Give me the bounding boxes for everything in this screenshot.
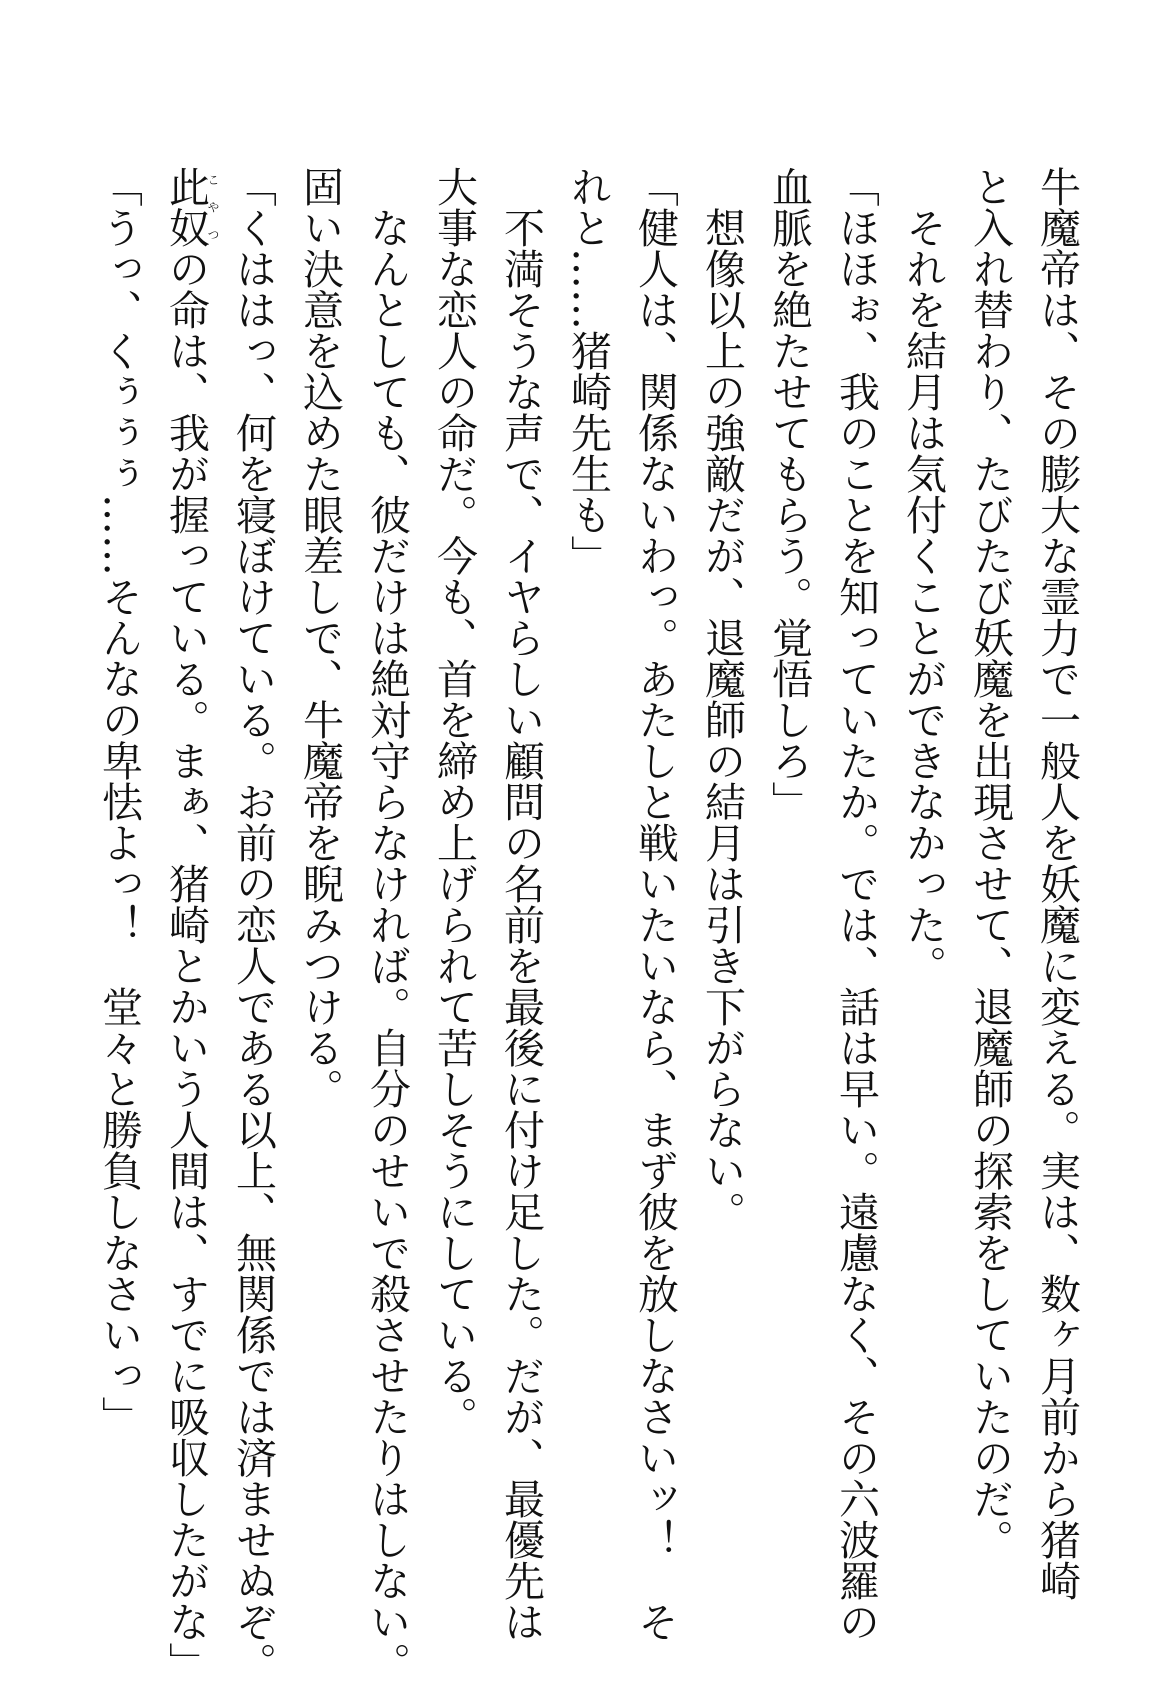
text-line: 不満そうな声で、イヤらしい顧問の名前を最後に付け足した。だが、最優先は — [497, 166, 545, 1642]
ruby-base: 此奴 — [162, 166, 210, 248]
ruby-reading: こやつ — [206, 166, 220, 248]
text-line: 血脈を絶たせてもらう。覚悟しろ」 — [765, 166, 813, 822]
text-line: 「うっ、くぅぅぅ……そんなの卑怯よっ！ 堂々と勝負しなさいっ」 — [95, 166, 143, 1437]
text-line: 「くははっ、何を寝ぼけている。お前の恋人である以上、無関係では済ませぬぞ。 — [229, 166, 277, 1683]
text-line: 大事な恋人の命だ。今も、首を締め上げられて苦しそうにしている。 — [430, 166, 478, 1437]
text-line: 牛魔帝は、その膨大な霊力で一般人を妖魔に変える。実は、数ヶ月前から猪崎 — [1033, 166, 1081, 1601]
vertical-text-body — [85, 166, 1090, 1683]
text-line: 「健人は、関係ないわっ。あたしと戦いたいなら、まず彼を放しなさいッ！ そ — [631, 166, 679, 1642]
text-line: 固い決意を込めた眼差しで、牛魔帝を睨みつける。 — [296, 166, 344, 1109]
text-line-with-ruby — [152, 166, 220, 1683]
text-line: なんとしても、彼だけは絶対守らなければ。自分のせいで殺させたりはしない。 — [363, 166, 411, 1683]
text-line: 想像以上の強敵だが、退魔師の結月は引き下がらない。 — [698, 166, 746, 1232]
text-line: それを結月は気付くことができなかった。 — [899, 166, 947, 986]
ruby-line-rest: の命は、我が握っている。まぁ、猪崎とかいう人間は、すでに吸収したがな」 — [162, 248, 210, 1683]
text-line: と入れ替わり、たびたび妖魔を出現させて、退魔師の探索をしていたのだ。 — [966, 166, 1014, 1560]
text-line: れと……猪崎先生も」 — [564, 166, 612, 576]
text-line: 「ほほぉ、我のことを知っていたか。では、話は早い。遠慮なく、その六波羅の — [832, 166, 880, 1642]
ruby-word — [162, 166, 220, 248]
